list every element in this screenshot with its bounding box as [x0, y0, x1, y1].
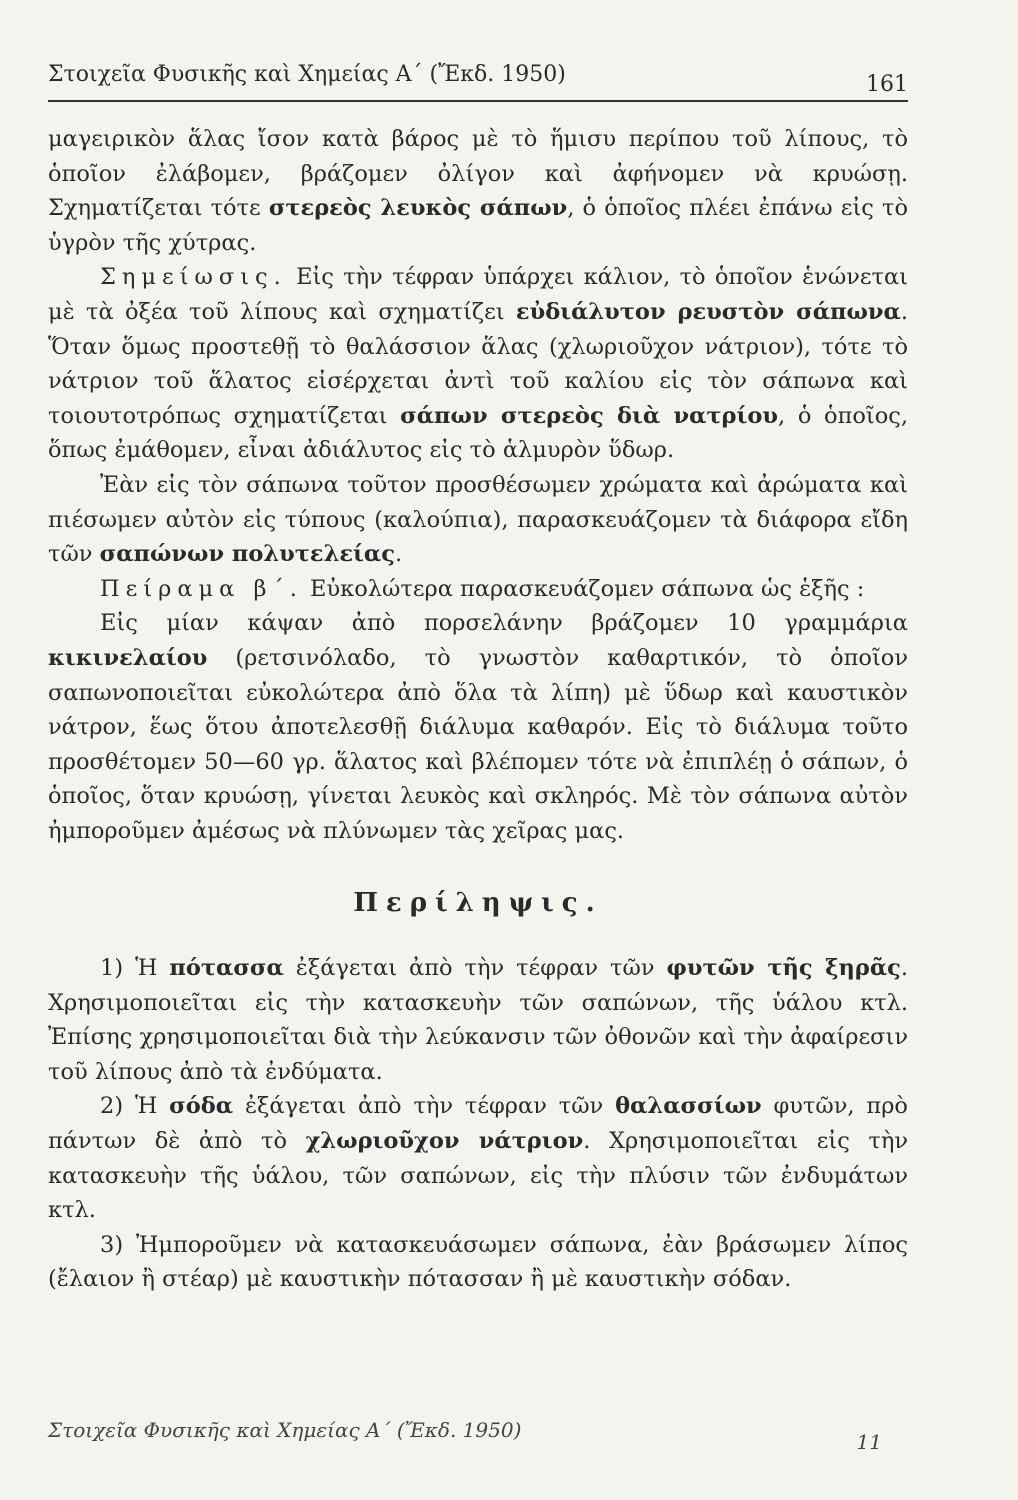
text-run: Ἠμποροῦμεν νὰ κατασκευάσωμεν σάπωνα, ἐὰν βράσωμεν λίπος (ἔλαιον ἢ στέαρ) μὲ καυστικὴν πότασσαν ἢ μὲ καυστικὴν σόδαν.	[48, 1231, 909, 1293]
paragraph-note	[48, 260, 908, 468]
text-run: , ὁ ὁποῖος, ὅπως ἐμάθομεν, εἶναι ἀδιάλυτος εἰς τὸ ἁλμυρὸν ὕδωρ.	[48, 402, 909, 464]
text-run: , ὁ ὁποῖος πλέει ἐπάνω εἰς τὸ ὑγρὸν τῆς χύτρας.	[48, 195, 908, 256]
item-number: 3)	[100, 1231, 136, 1258]
text-run: Ἐὰν εἰς τὸν σάπωνα τοῦτον προσθέσωμεν χρώματα καὶ ἀρώματα καὶ πιέσωμεν αὐτὸν εἰς τύπους (καλούπια), παρασκευάζομεν τὰ διάφορα εἴδη τῶν	[48, 471, 908, 568]
text-run: μαγειρικὸν ἅλας ἴσον κατὰ βάρος μὲ τὸ ἥμισυ περίπου τοῦ λίπους, τὸ ὁποῖον ἐλάβομεν, βράζομεν ὀλίγον καὶ ἀφήνομεν νὰ κρυώσῃ. Σχηματίζεται τότε	[48, 126, 908, 222]
bold-term: εὐδιάλυτον ρευστὸν σάπωνα	[515, 298, 901, 325]
paragraph-experiment	[48, 572, 908, 607]
header-title: Στοιχεῖα Φυσικῆς καὶ Χημείας Α΄ (Ἔκδ. 1950)	[48, 62, 566, 87]
bold-term: κικινελαίου	[48, 644, 208, 671]
summary-item-3	[48, 1228, 908, 1297]
signature-mark: 11	[856, 1430, 882, 1454]
text-run: ἐξάγεται ἀπὸ τὴν τέφραν τῶν	[283, 955, 667, 982]
bold-term: σάπων στερεὸς διὰ νατρίου	[400, 402, 779, 429]
summary-heading: Περίληψις.	[353, 888, 603, 919]
text-run: (ρετσινόλαδο, τὸ γνωστὸν καθαρτικόν, τὸ ὁποῖον σαπωνοποιεῖται εὐκολώτερα ἀπὸ ὅλα τὰ λίπη) μὲ ὕδωρ καὶ καυστικὸν νάτρον, ἕως ὅτου ἀποτελεσθῇ διάλυμα καθαρόν. Εἰς τὸ διάλυμα τοῦτο προσθέτομεν 50—60 γρ. ἅλατος καὶ βλέπομεν τότε νὰ ἐπιπλέῃ ὁ σάπων, ὁ ὁποῖος, ὅταν κρυώσῃ, γίνεται λευκὸς καὶ σκληρός. Μὲ τὸν σάπωνα αὐτὸν ἠμποροῦμεν ἀμέσως νὰ πλύνωμεν τὰς χεῖρας μας.	[48, 644, 908, 844]
page-footer	[48, 1418, 908, 1458]
bold-term: θαλασσίων	[615, 1093, 762, 1120]
page-body	[48, 122, 908, 1297]
bold-term: πότασσα	[169, 955, 284, 982]
paragraph-1	[48, 122, 908, 260]
item-number: 2)	[100, 1093, 135, 1120]
bold-term: στερεὸς λευκὸς σάπων	[268, 195, 568, 222]
text-run: Εἰς τὴν τέφραν ὑπάρχει κάλιον, τὸ ὁποῖον ἑνώνεται μὲ τὰ ὀξέα τοῦ λίπους καὶ σχηματίζει	[48, 264, 908, 325]
summary-item-2	[48, 1089, 908, 1227]
running-header	[48, 60, 908, 102]
note-label: Σημείωσις.	[100, 264, 287, 291]
text-run: Εὐκολώτερα παρασκευάζομεν σάπωνα ὡς ἑξῆς :	[302, 575, 865, 602]
paragraph-5	[48, 606, 908, 848]
text-run: Ἡ	[134, 1093, 170, 1120]
experiment-label: Πείραμα β΄.	[100, 575, 303, 602]
paragraph-3	[48, 468, 908, 572]
bold-term: σόδα	[169, 1093, 234, 1120]
text-run: Ἡ	[135, 955, 170, 982]
footer-title: Στοιχεῖα Φυσικῆς καὶ Χημείας Α΄ (Ἔκδ. 1950)	[48, 1418, 522, 1442]
bold-term: σαπώνων πολυτελείας	[99, 541, 395, 568]
text-run: . Χρησιμοποιεῖται εἰς τὴν κατασκευὴν τῆς ὑάλου, τῶν σαπώνων, εἰς τὴν πλύσιν τῶν ἐνδυμάτων κτλ.	[48, 1128, 908, 1224]
bold-term: φυτῶν τῆς ξηρᾶς	[666, 955, 901, 982]
text-run: φυτῶν, πρὸ πάντων δὲ ἀπὸ τὸ	[48, 1093, 908, 1155]
page-number: 161	[866, 72, 908, 97]
bold-term: χλωριοῦχον νάτριον	[305, 1128, 584, 1155]
text-run: ἐξάγεται ἀπὸ τὴν τέφραν τῶν	[233, 1093, 616, 1120]
item-number: 1)	[100, 955, 136, 982]
summary-item-1	[48, 951, 908, 1089]
text-run: .	[394, 541, 403, 568]
text-run: Εἰς μίαν κάψαν ἀπὸ πορσελάνην βράζομεν 10 γραμμάρια	[100, 610, 908, 637]
text-run: . Χρησιμοποιεῖται εἰς τὴν κατασκευὴν τῶν σαπώνων, τῆς ὑάλου κτλ. Ἐπίσης χρησιμοποιεῖται διὰ τὴν λεύκανσιν τῶν ὀθονῶν καὶ τὴν ἀφαίρεσιν τοῦ λίπους ἀπὸ τὰ ἐνδύματα.	[48, 955, 908, 1085]
text-run: . Ὅταν ὅμως προστεθῇ τὸ θαλάσσιον ἅλας (χλωριοῦχον νάτριον), τότε τὸ νάτριον τοῦ ἅλατος εἰσέρχεται ἀντὶ τοῦ καλίου εἰς τὸν σάπωνα καὶ τοιουτοτρόπως σχηματίζεται	[48, 298, 908, 429]
